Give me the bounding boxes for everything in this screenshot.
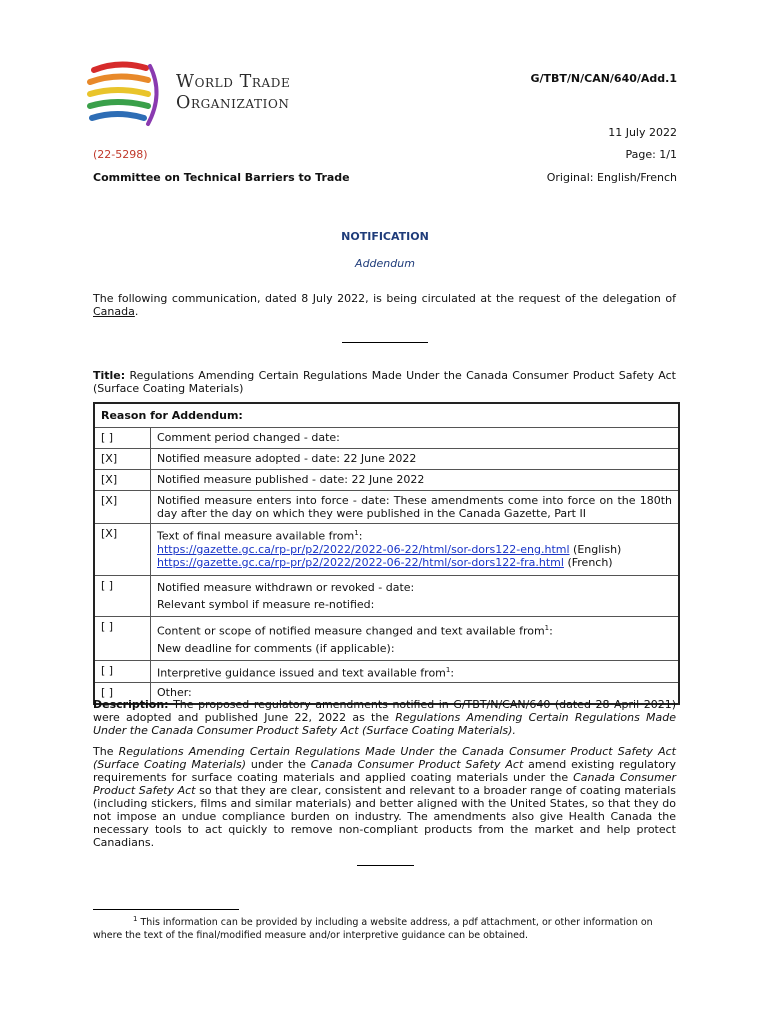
addendum-subheading: Addendum (355, 257, 415, 270)
description-label: Description: (93, 698, 169, 711)
table-row (94, 470, 679, 491)
description-act-name: Canada Consumer Product Safety Act (93, 771, 676, 797)
checkbox-other: [ ] (94, 683, 151, 704)
description-regulation-title: Regulations Amending Certain Regulations Made Under the Canada Consumer Product Safety Act (Surface Coating Materials) (93, 745, 676, 771)
description-text: under the (246, 758, 311, 771)
footnote-text: This information can be provided by including a website address, a pdf attachment, or other information on where the text of the final/modified measure and/or interpretive guidance can be obtained. (93, 917, 653, 942)
reason-text: Text of final measure available from (157, 529, 355, 543)
intro-text: The following communication, dated 8 July 2022, is being circulated at the request of the delegation of (93, 292, 676, 305)
table-row (94, 428, 679, 449)
footnote (93, 913, 678, 942)
separator-rule (342, 342, 428, 343)
reasons-header-row (94, 403, 679, 428)
reason-text-secondary: Relevant symbol if measure re-notified: (157, 598, 375, 611)
reason-cell (151, 617, 680, 661)
reason-text: Notified measure published - date: 22 June 2022 (151, 470, 680, 491)
original-language: Original: English/French (546, 171, 677, 184)
reason-text: Notified measure withdrawn or revoked - date: (157, 581, 415, 594)
footnote-mark: 1 (133, 915, 138, 923)
footnote-ref: 1 (354, 529, 359, 537)
org-name (176, 72, 290, 114)
description-text: The (93, 745, 119, 758)
link-english-text[interactable]: https://gazette.gc.ca/rp-pr/p2/2022/2022-06-22/html/sor-dors122-eng.html (157, 542, 570, 556)
description-text: so that they are clear, consistent and relevant to a broader range of coating materials (including stickers, films and similar materials) and better aligned with the United States, so that they do not impose an undue compliance burden on industry. The amendments also give Health Canada the necessary tools to act quickly to remove non-compliant products from the market and help protect Canadians. (93, 784, 677, 849)
reason-text: Notified measure enters into force - date: These amendments come into force on the 180th day after the day on which they were published in the Canada Gazette, Part II (151, 491, 680, 524)
wto-logo (84, 58, 334, 130)
checkbox-content-changed: [ ] (94, 617, 151, 661)
org-name-line2: Organization (176, 93, 290, 113)
intro-end: . (134, 305, 139, 318)
checkbox-adopted: [X] (94, 449, 151, 470)
table-row (94, 660, 679, 683)
checkbox-comment-period: [ ] (94, 428, 151, 449)
document-date: 11 July 2022 (608, 126, 677, 139)
wto-emblem-icon (84, 58, 174, 130)
notification-heading: NOTIFICATION (341, 230, 429, 243)
checkbox-entry-into-force: [X] (94, 491, 151, 524)
checkbox-interpretive-guidance: [ ] (94, 660, 151, 683)
document-symbol: G/TBT/N/CAN/640/Add.1 (530, 72, 677, 85)
reason-text: Other: (151, 683, 680, 704)
reason-cell (151, 660, 680, 683)
committee-name: Committee on Technical Barriers to Trade (93, 171, 350, 184)
footnote-ref: 1 (544, 624, 550, 632)
reason-text-secondary: New deadline for comments (if applicable): (157, 641, 395, 655)
page-indicator: Page: 1/1 (625, 148, 677, 161)
reason-text: Notified measure adopted - date: 22 June 2022 (151, 449, 680, 470)
reason-text: Comment period changed - date: (151, 428, 680, 449)
table-row (94, 491, 679, 524)
title-paragraph (93, 369, 676, 395)
reason-cell (151, 576, 680, 617)
description-paragraph-1 (93, 698, 676, 737)
title-text: Regulations Amending Certain Regulations Made Under the Canada Consumer Product Safety Act (Surface Coating Materials) (93, 369, 676, 395)
intro-country: Canada (93, 305, 135, 318)
end-rule (357, 865, 414, 866)
link-french-text[interactable]: https://gazette.gc.ca/rp-pr/p2/2022/2022-06-22/html/sor-dors122-fra.html (157, 555, 564, 569)
table-row (94, 576, 679, 617)
intro-paragraph (93, 292, 676, 318)
reasons-header: Reason for Addendum: (94, 403, 679, 428)
reason-text: Content or scope of notified measure changed and text available from (157, 624, 545, 638)
checkbox-withdrawn: [ ] (94, 576, 151, 617)
description-text: amend existing regulatory requirements for surface coating materials and applied coating materials under the (93, 758, 676, 784)
reason-text: Interpretive guidance issued and text available from (157, 666, 446, 680)
reasons-table (93, 402, 680, 705)
link-lang-english: (English) (569, 542, 622, 556)
reason-colon: : (549, 624, 553, 638)
footnote-ref: 1 (445, 665, 451, 674)
footnote-rule (93, 909, 239, 910)
checkbox-published: [X] (94, 470, 151, 491)
org-name-line1: World Trade (176, 72, 291, 92)
reason-colon: : (358, 529, 363, 543)
description-act-name: Canada Consumer Product Safety Act (310, 758, 524, 771)
table-row (94, 617, 679, 661)
title-label: Title: (93, 369, 126, 382)
table-row (94, 524, 679, 576)
checkbox-final-text: [X] (94, 524, 151, 576)
description-regulation-title: Regulations Amending Certain Regulations Made Under the Canada Consumer Product Safety Act (Surface Coating Materials). (93, 711, 676, 737)
reason-colon: : (450, 666, 455, 680)
table-row (94, 449, 679, 470)
link-lang-french: (French) (563, 555, 613, 569)
document-number: (22-5298) (93, 148, 148, 161)
description-paragraph-2 (93, 745, 676, 849)
description-text: The proposed regulatory amendments notified in G/TBT/N/CAN/640 (dated 28 April 2021) were adopted and published June 22, 2022 as the (93, 698, 676, 724)
reason-cell (151, 524, 680, 576)
